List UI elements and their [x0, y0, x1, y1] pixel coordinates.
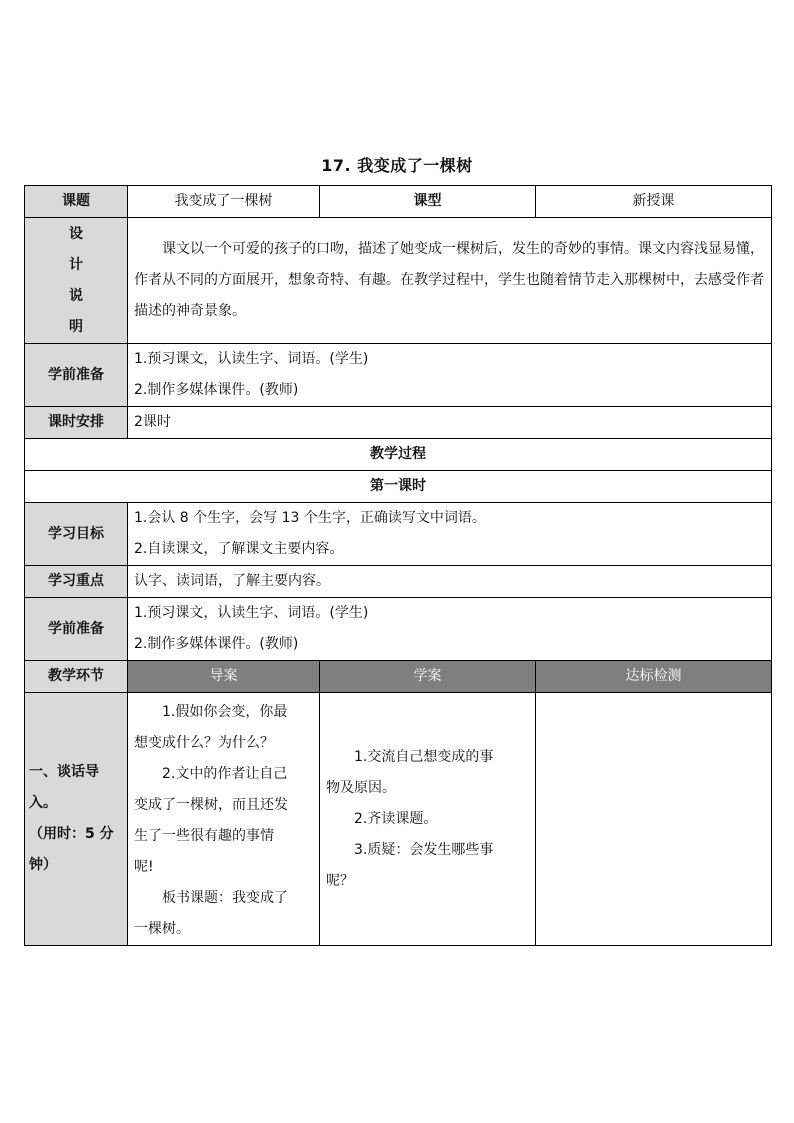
- lesson-plan-table: [24, 185, 772, 946]
- prep1-row: [25, 344, 772, 407]
- study-para: [326, 804, 529, 835]
- prep2-item: 2.制作多媒体课件。(教师): [134, 636, 299, 652]
- prep1-label: 学前准备: [25, 344, 128, 407]
- design-label-char: 计: [69, 256, 83, 273]
- lesson-row: [25, 471, 772, 503]
- prep1-items: [128, 344, 772, 407]
- subject-value: 我变成了一棵树: [128, 186, 320, 218]
- process-row: [25, 439, 772, 471]
- column-guide: 导案: [128, 661, 320, 693]
- design-text: 课文以一个可爱的孩子的口吻，描述了她变成一棵树后，发生的奇妙的事情。课文内容浅显易懂，作者从不同的方面展开，想象奇特、有趣。在教学过程中，学生也随着情节走入那棵树中，去感受作者描述的神奇景象。: [128, 218, 772, 344]
- prep2-row: [25, 598, 772, 661]
- section1-stage-line: （用时：5 分: [29, 826, 114, 842]
- study-para: [326, 835, 529, 897]
- guide-line: 想变成什么？为什么？: [134, 735, 274, 751]
- column-stage: 教学环节: [25, 661, 128, 693]
- study-line: 2.齐读课题。: [354, 810, 438, 827]
- guide-para: [134, 697, 313, 759]
- section1-study: [320, 693, 536, 946]
- column-study: 学案: [320, 661, 536, 693]
- section1-stage: [25, 693, 128, 946]
- guide-line: 一棵树。: [134, 921, 190, 937]
- prep2-item: 1.预习课文，认读生字、词语。(学生): [134, 605, 369, 621]
- design-row: [25, 218, 772, 344]
- focus-label: 学习重点: [25, 566, 128, 598]
- prep2-label: 学前准备: [25, 598, 128, 661]
- guide-line: 板书课题：我变成了: [162, 890, 288, 906]
- guide-line: 1.假如你会变，你最: [162, 704, 288, 720]
- column-check: 达标检测: [536, 661, 772, 693]
- focus-row: [25, 566, 772, 598]
- section1-guide: [128, 693, 320, 946]
- schedule-row: [25, 407, 772, 439]
- subject-label: 课题: [25, 186, 128, 218]
- goals-row: [25, 503, 772, 566]
- columns-row: [25, 661, 772, 693]
- prep2-items: [128, 598, 772, 661]
- process-heading: 教学过程: [25, 439, 772, 471]
- schedule-label: 课时安排: [25, 407, 128, 439]
- guide-line: 生了一些很有趣的事情: [134, 828, 274, 844]
- goals-label: 学习目标: [25, 503, 128, 566]
- design-label-char: 设: [69, 225, 83, 242]
- guide-line: 2.文中的作者让自己: [162, 766, 288, 782]
- section1-stage-line: 钟）: [29, 857, 57, 873]
- goals-item: 1.会认 8 个生字，会写 13 个生字，正确读写文中词语。: [134, 510, 486, 526]
- design-label: [25, 218, 128, 344]
- design-label-char: 说: [69, 287, 83, 304]
- header-row: [25, 186, 772, 218]
- design-label-char: 明: [69, 318, 83, 335]
- goals-item: 2.自读课文，了解课文主要内容。: [134, 541, 344, 557]
- section1-stage-line: 一、谈话导入。: [29, 764, 99, 811]
- study-line: 物及原因。: [326, 779, 396, 796]
- prep1-item: 2.制作多媒体课件。(教师): [134, 382, 299, 398]
- study-line: 呢？: [326, 872, 354, 889]
- prep1-item: 1.预习课文，认读生字、词语。(学生): [134, 351, 369, 367]
- study-line: 3.质疑：会发生哪些事: [354, 841, 494, 858]
- guide-para: [134, 759, 313, 883]
- section1-check: [536, 693, 772, 946]
- type-value: 新授课: [536, 186, 772, 218]
- guide-line: 呢!: [134, 859, 154, 875]
- focus-value: 认字、读词语，了解主要内容。: [128, 566, 772, 598]
- schedule-value: 2课时: [128, 407, 772, 439]
- lesson-heading: 第一课时: [25, 471, 772, 503]
- study-line: 1.交流自己想变成的事: [354, 748, 494, 765]
- study-para: [326, 742, 529, 804]
- goals-items: [128, 503, 772, 566]
- page-title: 17. 我变成了一棵树: [321, 156, 473, 175]
- section1-row: [25, 693, 772, 946]
- guide-line: 变成了一棵树，而且还发: [134, 797, 288, 813]
- guide-para: [134, 883, 313, 945]
- type-label: 课型: [320, 186, 536, 218]
